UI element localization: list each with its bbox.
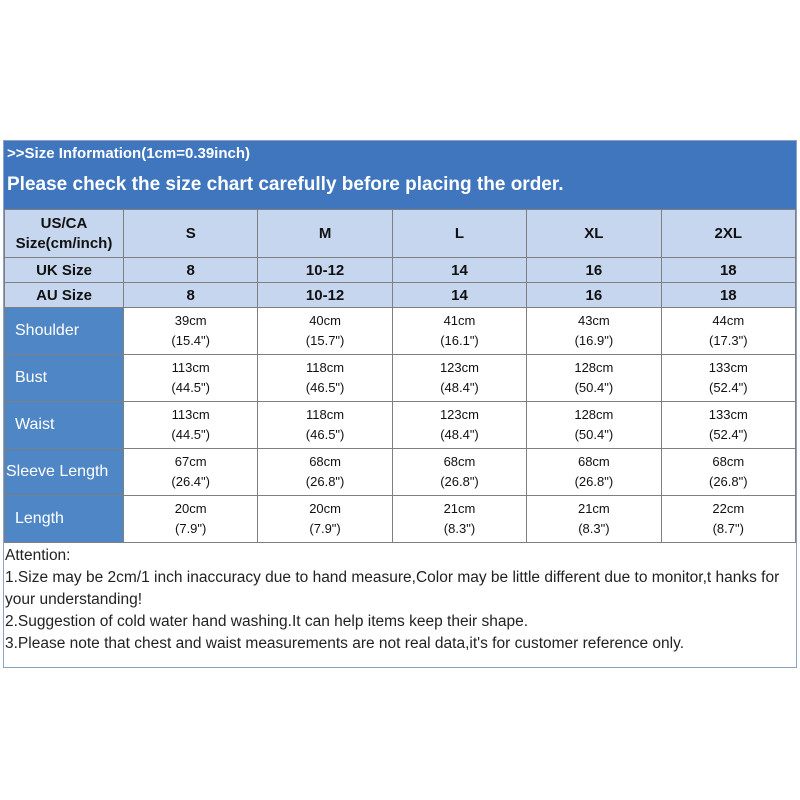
attention-note: 3.Please note that chest and waist measurements are not real data,it's for customer reference only. — [5, 635, 684, 652]
us-ca-size-cell: XL — [527, 210, 661, 258]
measurement-row — [5, 449, 796, 496]
measurement-label: Shoulder — [5, 308, 124, 355]
attention-note: 2.Suggestion of cold water hand washing.It can help items keep their shape. — [5, 613, 529, 630]
measurement-cell — [527, 449, 661, 496]
order-check-headline: Please check the size chart carefully before placing the order. — [7, 174, 564, 195]
inch-value: (16.9") — [574, 333, 614, 348]
inch-value: (44.5") — [171, 380, 210, 395]
inch-value: (48.4") — [440, 427, 479, 442]
measurement-cell — [258, 496, 392, 543]
measurement-cell — [124, 402, 258, 449]
au-size-cell: 10-12 — [258, 283, 392, 308]
us-ca-label-line1: US/CA — [40, 214, 88, 232]
measurement-cell — [527, 496, 661, 543]
measurement-cell — [392, 355, 526, 402]
measurement-cell — [527, 402, 661, 449]
inch-value: (26.8") — [305, 474, 345, 489]
inch-value: (26.8") — [574, 474, 614, 489]
attention-note: 1.Size may be 2cm/1 inch inaccuracy due to hand measure,Color may be little different due to monitor,t hanks for your understanding! — [5, 569, 780, 608]
us-ca-size-cell: S — [124, 210, 258, 258]
measurement-cell — [661, 496, 795, 543]
measurement-label: Length — [5, 496, 124, 543]
size-info-title: >>Size Information(1cm=0.39inch) — [7, 145, 250, 162]
us-ca-size-row — [5, 210, 796, 258]
inch-value: (15.7") — [305, 333, 345, 348]
inch-value: (52.4") — [708, 380, 748, 395]
au-size-cell: 8 — [124, 283, 258, 308]
inch-value: (52.4") — [708, 427, 748, 442]
cm-value: 41cm — [443, 313, 476, 328]
us-ca-size-cell: 2XL — [661, 210, 795, 258]
measurement-cell — [124, 449, 258, 496]
measurement-cell — [258, 449, 392, 496]
uk-size-cell: 16 — [527, 258, 661, 283]
inch-value: (17.3") — [708, 333, 748, 348]
cm-value: 68cm — [712, 454, 745, 469]
attention-title: Attention: — [5, 547, 71, 564]
measurement-cell — [527, 308, 661, 355]
cm-value: 20cm — [309, 501, 341, 516]
measurement-cell — [392, 496, 526, 543]
size-chart — [3, 140, 797, 668]
measurement-label: Waist — [5, 402, 124, 449]
measurement-row — [5, 402, 796, 449]
inch-value: (7.9") — [309, 521, 341, 536]
inch-value: (48.4") — [440, 380, 479, 395]
inch-value: (8.3") — [443, 521, 476, 536]
cm-value: 118cm — [306, 407, 345, 422]
cm-value: 20cm — [174, 501, 207, 516]
measurement-cell — [124, 355, 258, 402]
inch-value: (50.4") — [574, 380, 614, 395]
cm-value: 133cm — [708, 407, 748, 422]
measurement-cell — [258, 355, 392, 402]
au-size-label: AU Size — [5, 283, 124, 308]
measurement-row — [5, 355, 796, 402]
us-ca-size-cell: L — [392, 210, 526, 258]
measurement-row — [5, 308, 796, 355]
measurement-rows — [5, 308, 796, 543]
measurement-cell — [124, 496, 258, 543]
measurement-cell — [661, 449, 795, 496]
cm-value: 68cm — [309, 454, 341, 469]
cm-value: 40cm — [309, 313, 341, 328]
cm-value: 113cm — [171, 407, 210, 422]
inch-value: (50.4") — [574, 427, 614, 442]
cm-value: 22cm — [712, 501, 745, 516]
cm-value: 68cm — [577, 454, 610, 469]
measurement-label: Sleeve Length — [5, 449, 124, 496]
uk-size-label: UK Size — [5, 258, 124, 283]
inch-value: (26.8") — [708, 474, 748, 489]
measurement-cell — [392, 402, 526, 449]
measurement-cell — [124, 308, 258, 355]
measurement-row — [5, 496, 796, 543]
measurement-cell — [661, 355, 795, 402]
us-ca-label-line2: Size(cm/inch) — [15, 234, 113, 252]
attention-notes — [4, 543, 796, 667]
cm-value: 123cm — [439, 360, 479, 375]
measurement-cell — [392, 308, 526, 355]
measurement-cell — [258, 402, 392, 449]
size-info-banner — [4, 141, 796, 209]
cm-value: 68cm — [443, 454, 476, 469]
cm-value: 43cm — [577, 313, 610, 328]
uk-size-cell: 8 — [124, 258, 258, 283]
cm-value: 113cm — [171, 360, 210, 375]
inch-value: (46.5") — [305, 427, 345, 442]
inch-value: (16.1") — [440, 333, 479, 348]
size-table — [4, 209, 796, 543]
au-size-cell: 14 — [392, 283, 526, 308]
uk-size-cell: 18 — [661, 258, 795, 283]
measurement-cell — [661, 402, 795, 449]
measurement-cell — [527, 355, 661, 402]
inch-value: (8.3") — [578, 521, 610, 536]
uk-size-row — [5, 258, 796, 283]
measurement-cell — [392, 449, 526, 496]
cm-value: 44cm — [712, 313, 745, 328]
cm-value: 21cm — [443, 501, 476, 516]
cm-value: 118cm — [306, 360, 345, 375]
au-size-row — [5, 283, 796, 308]
uk-size-cell: 14 — [392, 258, 526, 283]
cm-value: 21cm — [577, 501, 610, 516]
inch-value: (46.5") — [305, 380, 345, 395]
inch-value: (44.5") — [171, 427, 210, 442]
inch-value: (7.9") — [175, 521, 207, 536]
us-ca-size-cell: M — [258, 210, 392, 258]
cm-value: 123cm — [439, 407, 479, 422]
cm-value: 67cm — [174, 454, 207, 469]
inch-value: (26.4") — [171, 474, 210, 489]
uk-size-cell: 10-12 — [258, 258, 392, 283]
cm-value: 128cm — [574, 407, 614, 422]
measurement-label: Bust — [5, 355, 124, 402]
measurement-cell — [258, 308, 392, 355]
cm-value: 133cm — [708, 360, 748, 375]
inch-value: (8.7") — [712, 521, 744, 536]
cm-value: 39cm — [174, 313, 207, 328]
inch-value: (26.8") — [440, 474, 479, 489]
au-size-cell: 18 — [661, 283, 795, 308]
us-ca-size-label — [5, 210, 124, 258]
cm-value: 128cm — [574, 360, 614, 375]
inch-value: (15.4") — [171, 333, 210, 348]
au-size-cell: 16 — [527, 283, 661, 308]
measurement-cell — [661, 308, 795, 355]
